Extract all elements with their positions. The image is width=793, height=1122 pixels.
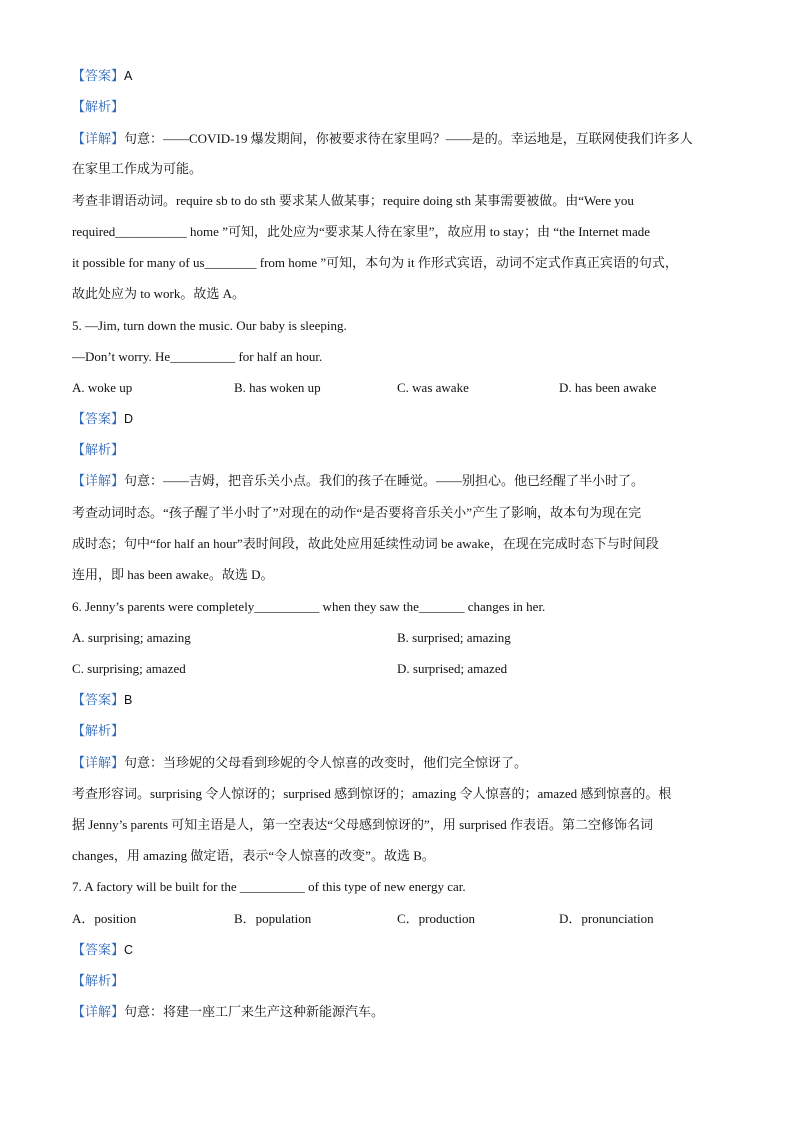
q4-detail-line-6: 故此处应为 to work。故选 A。 [72,286,245,301]
q6-analysis-label: 【解析】 [72,723,125,738]
answer-label: 【答案】 [72,411,125,426]
q6-detail-line-4: changes，用 amazing 做定语，表示“令人惊喜的改变”。故选 B。 [72,848,435,863]
answer-value: D [124,412,134,426]
answer-value: A [124,69,133,83]
answer-value: C [124,943,134,957]
q5-detail-line-2: 考查动词时态。“孩子醒了半小时了”对现在的动作“是否要将音乐关小”产生了影响，故本句为现在完 [72,505,642,520]
q7-option-d: D．pronunciation [559,911,654,926]
detail-text: 句意：——COVID-19 爆发期间，你被要求待在家里吗？——是的。幸运地是，互联网使我们许多人 [124,131,693,146]
answer-label: 【答案】 [72,68,125,83]
q7-stem: 7. A factory will be built for the __________ of this type of new energy car. [72,879,466,894]
q5-option-a: A. woke up [72,380,133,395]
q6-detail-line-3: 据 Jenny’s parents 可知主语是人，第一空表达“父母感到惊讶的”，用 surprised 作表语。第二空修饰名词 [72,817,653,832]
detail-label: 【详解】 [72,755,125,770]
q6-answer-row [72,690,724,710]
q7-answer-row [72,940,724,960]
q5-detail-line-1 [72,471,724,491]
q6-detail-line-1 [72,753,724,773]
q5-detail-line-3: 成时态；句中“for half an hour”表时间段，故此处应用延续性动词 be awake，在现在完成时态下与时间段 [72,536,659,551]
detail-text: 句意：——吉姆，把音乐关小点。我们的孩子在睡觉。——别担心。他已经醒了半小时了。 [124,473,645,488]
answer-value: B [124,693,133,707]
detail-text: 句意：当珍妮的父母看到珍妮的令人惊喜的改变时，他们完全惊讶了。 [124,755,528,770]
detail-label: 【详解】 [72,473,125,488]
answer-label: 【答案】 [72,692,125,707]
q6-option-c: C. surprising; amazed [72,661,186,676]
q4-detail-line-5: it possible for many of us________ from home ”可知，本句为 it 作形式宾语，动词不定式作真正宾语的句式， [72,255,678,270]
q5-answer-row [72,409,724,429]
q4-analysis-label: 【解析】 [72,99,125,114]
detail-text: 句意：将建一座工厂来生产这种新能源汽车。 [124,1004,385,1019]
q7-detail-line-1 [72,1002,724,1022]
q5-option-d: D. has been awake [559,380,657,395]
q7-option-c: C．production [397,911,475,926]
q4-answer-row [72,66,724,86]
q4-detail-line-3: 考查非谓语动词。require sb to do sth 要求某人做某事；require doing sth 某事需要被做。由“Were you [72,193,634,208]
q7-analysis-label: 【解析】 [72,973,125,988]
q6-option-d: D. surprised; amazed [397,661,508,676]
q5-option-c: C. was awake [397,380,469,395]
q6-option-b: B. surprised; amazing [397,630,511,645]
answer-label: 【答案】 [72,942,125,957]
q6-detail-line-2: 考查形容词。surprising 令人惊讶的；surprised 感到惊讶的；amazing 令人惊喜的；amazed 感到惊喜的。根 [72,786,672,801]
q5-analysis-label: 【解析】 [72,442,125,457]
detail-label: 【详解】 [72,131,125,146]
q6-option-a: A. surprising; amazing [72,630,191,645]
q5-detail-line-4: 连用，即 has been awake。故选 D。 [72,567,274,582]
q4-detail-line-1 [72,129,724,149]
q7-option-a: A．position [72,911,137,926]
q5-stem: 5. —Jim, turn down the music. Our baby is sleeping. [72,318,347,333]
q6-stem: 6. Jenny’s parents were completely__________ when they saw the_______ changes in her. [72,599,546,614]
q4-detail-line-2: 在家里工作成为可能。 [72,161,203,176]
q7-option-b: B．population [234,911,312,926]
q4-detail-line-4: required___________ home ”可知，此处应为“要求某人待在家里”，故应用 to stay；由 “the Internet made [72,224,651,239]
q5-option-b: B. has woken up [234,380,321,395]
q5-stem-2: —Don’t worry. He__________ for half an hour. [72,349,323,364]
detail-label: 【详解】 [72,1004,125,1019]
